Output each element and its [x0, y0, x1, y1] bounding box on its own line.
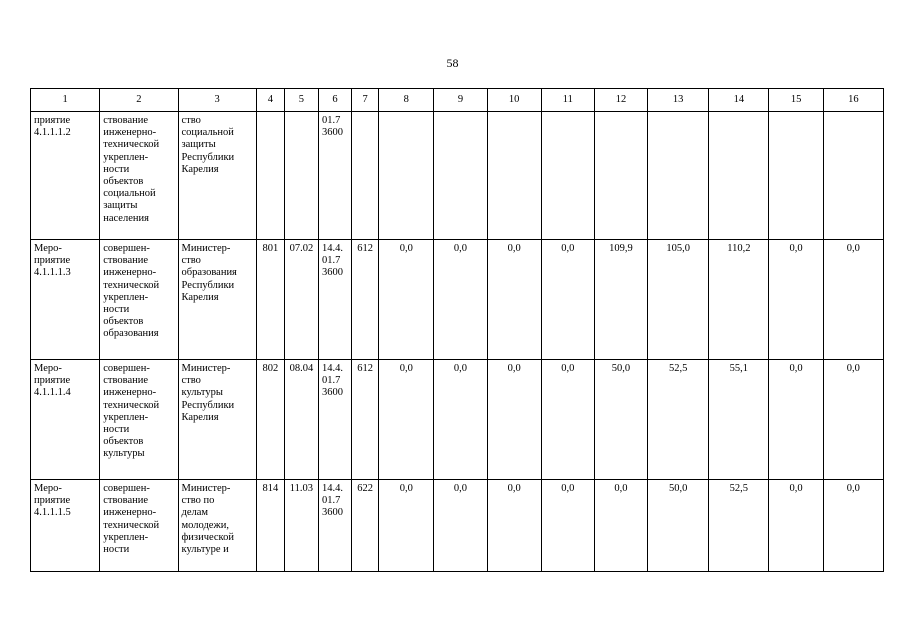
description-cell: совершен- ствование инженерно- технической укреплен- ности объектов образования [100, 240, 178, 360]
value-cell: 0,0 [769, 480, 823, 572]
measure-cell: Меро- приятие 4.1.1.1.3 [31, 240, 100, 360]
code-cell: 612 [352, 360, 379, 480]
column-header: 6 [318, 89, 351, 112]
column-header: 9 [434, 89, 487, 112]
code-cell: 07.02 [284, 240, 318, 360]
value-cell: 0,0 [823, 240, 883, 360]
value-cell: 0,0 [541, 240, 594, 360]
value-cell: 0,0 [434, 240, 487, 360]
value-cell [487, 112, 541, 240]
value-cell: 0,0 [487, 360, 541, 480]
value-cell: 50,0 [648, 480, 709, 572]
code-cell: 11.03 [284, 480, 318, 572]
value-cell: 109,9 [594, 240, 647, 360]
value-cell: 55,1 [709, 360, 769, 480]
value-cell: 52,5 [709, 480, 769, 572]
value-cell [823, 112, 883, 240]
value-cell [648, 112, 709, 240]
description-cell: совершен- ствование инженерно- технической укреплен- ности объектов культуры [100, 360, 178, 480]
value-cell [709, 112, 769, 240]
value-cell: 52,5 [648, 360, 709, 480]
value-cell: 0,0 [379, 240, 434, 360]
executor-cell: Министер- ство образования Республики Карелия [178, 240, 256, 360]
code-cell: 14.4. 01.7 3600 [318, 240, 351, 360]
code-cell: 01.7 3600 [318, 112, 351, 240]
table-row [31, 240, 884, 360]
value-cell: 0,0 [823, 480, 883, 572]
value-cell [379, 112, 434, 240]
value-cell [434, 112, 487, 240]
description-cell: ствование инженерно- технической укреплен- ности объектов социальной защиты населения [100, 112, 178, 240]
column-header: 3 [178, 89, 256, 112]
column-header: 16 [823, 89, 883, 112]
column-header: 2 [100, 89, 178, 112]
code-cell: 622 [352, 480, 379, 572]
value-cell: 0,0 [379, 480, 434, 572]
code-cell: 14.4. 01.7 3600 [318, 480, 351, 572]
column-header: 11 [541, 89, 594, 112]
value-cell: 50,0 [594, 360, 647, 480]
value-cell: 0,0 [487, 240, 541, 360]
value-cell [594, 112, 647, 240]
value-cell: 105,0 [648, 240, 709, 360]
budget-table [30, 88, 884, 572]
code-cell: 14.4. 01.7 3600 [318, 360, 351, 480]
value-cell: 0,0 [487, 480, 541, 572]
value-cell [769, 112, 823, 240]
value-cell: 0,0 [379, 360, 434, 480]
table-row [31, 112, 884, 240]
column-header: 14 [709, 89, 769, 112]
header-row [31, 89, 884, 112]
executor-cell: Министер- ство по делам молодежи, физической культуре и [178, 480, 256, 572]
column-header: 4 [256, 89, 284, 112]
table-row [31, 360, 884, 480]
column-header: 13 [648, 89, 709, 112]
value-cell: 0,0 [541, 360, 594, 480]
measure-cell: Меро- приятие 4.1.1.1.5 [31, 480, 100, 572]
value-cell: 0,0 [434, 480, 487, 572]
value-cell: 0,0 [769, 240, 823, 360]
measure-cell: приятие 4.1.1.1.2 [31, 112, 100, 240]
column-header: 5 [284, 89, 318, 112]
code-cell [352, 112, 379, 240]
measure-cell: Меро- приятие 4.1.1.1.4 [31, 360, 100, 480]
table-row [31, 480, 884, 572]
value-cell: 0,0 [434, 360, 487, 480]
value-cell [541, 112, 594, 240]
code-cell: 612 [352, 240, 379, 360]
column-header: 7 [352, 89, 379, 112]
value-cell: 0,0 [823, 360, 883, 480]
value-cell: 0,0 [541, 480, 594, 572]
code-cell: 814 [256, 480, 284, 572]
value-cell: 110,2 [709, 240, 769, 360]
code-cell: 802 [256, 360, 284, 480]
column-header: 10 [487, 89, 541, 112]
executor-cell: Министер- ство культуры Республики Карелия [178, 360, 256, 480]
code-cell: 801 [256, 240, 284, 360]
code-cell: 08.04 [284, 360, 318, 480]
code-cell [284, 112, 318, 240]
value-cell: 0,0 [594, 480, 647, 572]
column-header: 15 [769, 89, 823, 112]
column-header: 1 [31, 89, 100, 112]
description-cell: совершен- ствование инженерно- технической укреплен- ности [100, 480, 178, 572]
column-header: 12 [594, 89, 647, 112]
code-cell [256, 112, 284, 240]
executor-cell: ство социальной защиты Республики Карелия [178, 112, 256, 240]
column-header: 8 [379, 89, 434, 112]
value-cell: 0,0 [769, 360, 823, 480]
page-number: 58 [446, 56, 459, 70]
